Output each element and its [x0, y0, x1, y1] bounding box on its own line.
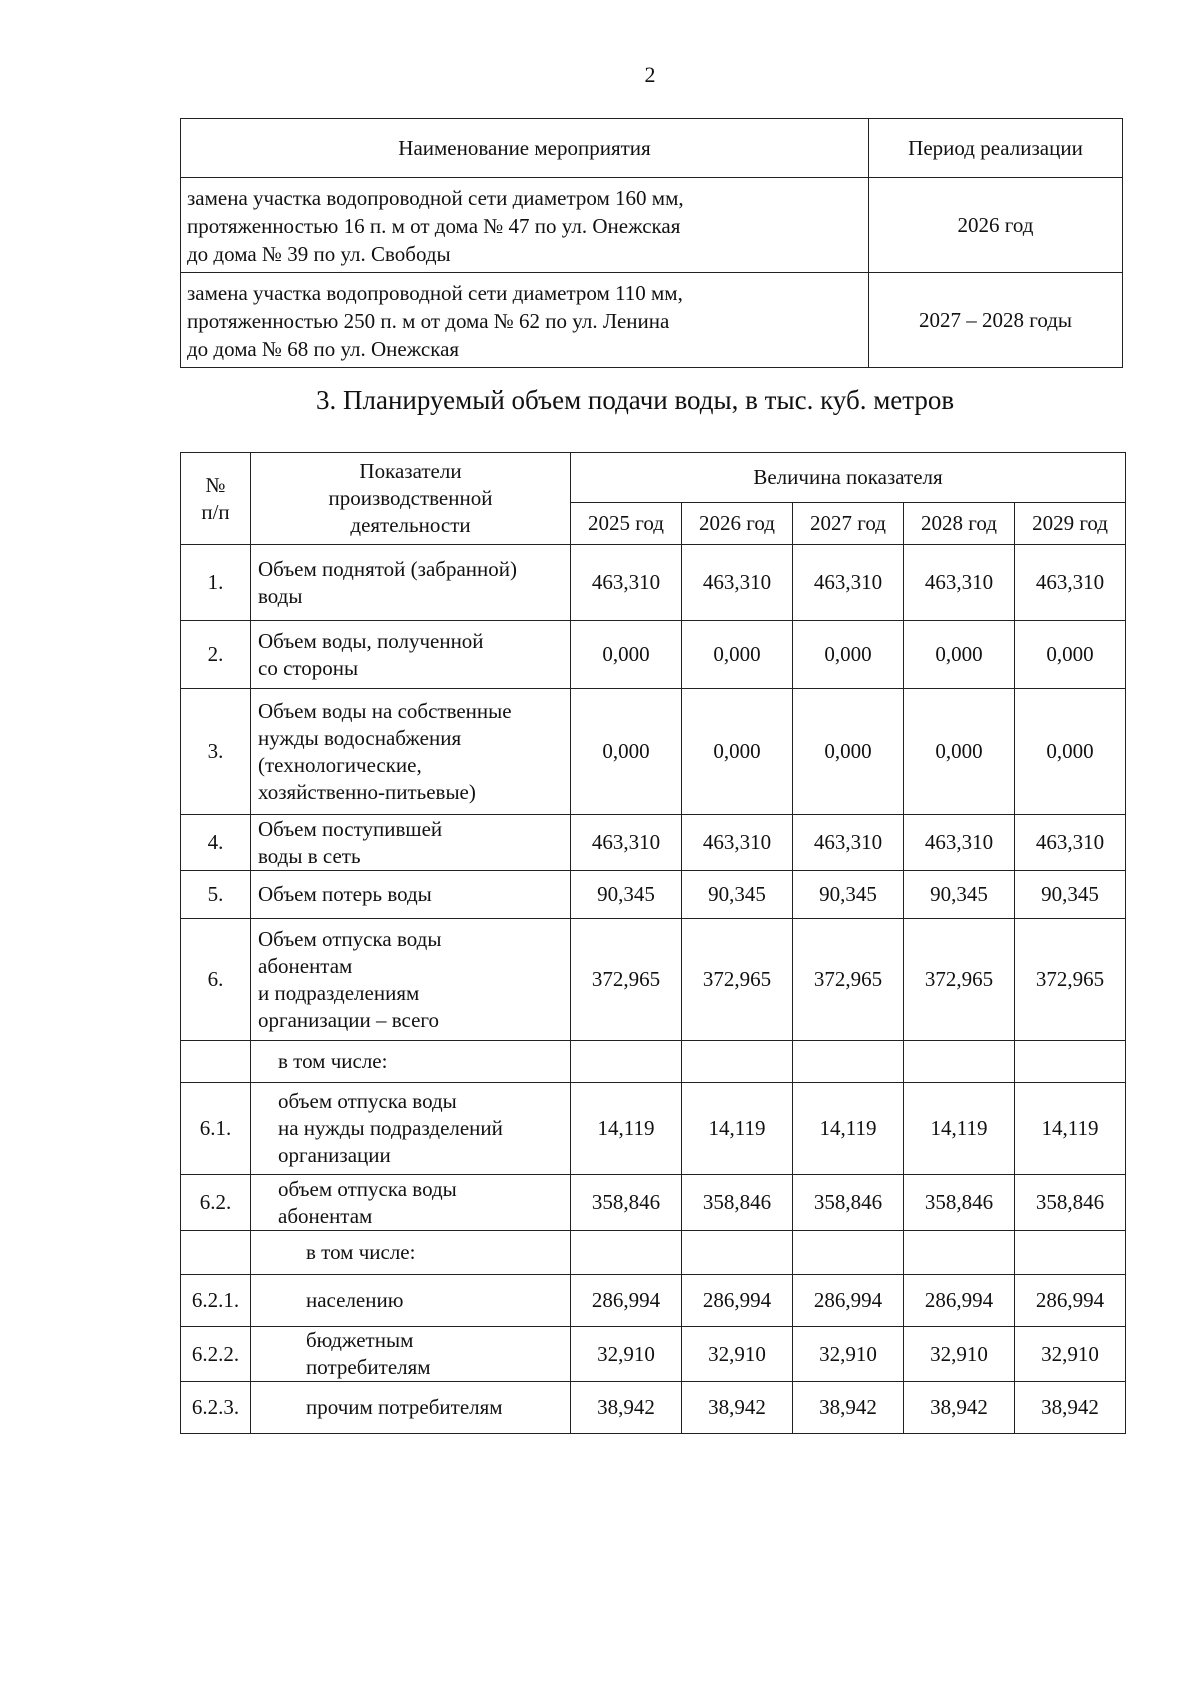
water-volume-table	[180, 452, 1126, 1434]
measures-name-line: протяженностью 16 п. м от дома № 47 по ул. Онежская	[187, 214, 681, 238]
table-row	[181, 815, 1126, 871]
value-cell: 32,910	[571, 1327, 682, 1382]
measures-name-line: протяженностью 250 п. м от дома № 62 по ул. Ленина	[187, 309, 670, 333]
value-cell	[682, 1231, 793, 1275]
row-number: 1.	[181, 545, 251, 621]
header-num	[181, 453, 251, 545]
value-cell: 14,119	[793, 1083, 904, 1175]
value-cell: 14,119	[1015, 1083, 1126, 1175]
value-cell: 0,000	[1015, 621, 1126, 689]
row-label-line: (технологические,	[258, 752, 422, 777]
value-cell: 372,965	[793, 919, 904, 1041]
header-indicators	[251, 453, 571, 545]
row-label	[251, 919, 571, 1041]
value-cell: 0,000	[571, 689, 682, 815]
value-cell: 463,310	[1015, 815, 1126, 871]
header-year: 2027 год	[793, 503, 904, 545]
row-label-line: абонентам	[258, 953, 353, 978]
value-cell: 372,965	[571, 919, 682, 1041]
value-cell: 38,942	[793, 1382, 904, 1434]
row-number: 6.2.1.	[181, 1275, 251, 1327]
value-cell: 38,942	[904, 1382, 1015, 1434]
row-label-line: нужды водоснабжения	[258, 725, 462, 750]
row-label-line: на нужды подразделений	[278, 1116, 503, 1140]
value-cell: 32,910	[793, 1327, 904, 1382]
row-label-line: Объем воды, полученной	[258, 628, 484, 653]
table-row	[181, 919, 1126, 1041]
header-num-line: №	[205, 472, 226, 497]
value-cell: 0,000	[682, 621, 793, 689]
row-label-line: хозяйственно-питьевые)	[258, 779, 476, 804]
measures-row	[181, 273, 1123, 368]
value-cell: 90,345	[571, 871, 682, 919]
value-cell: 0,000	[682, 689, 793, 815]
section-title: 3. Планируемый объем подачи воды, в тыс. куб. метров	[316, 385, 955, 415]
measures-header-row	[181, 119, 1123, 178]
value-cell: 14,119	[571, 1083, 682, 1175]
table-row	[181, 1083, 1126, 1175]
value-cell: 358,846	[793, 1175, 904, 1231]
row-label	[251, 1083, 571, 1175]
header-value: Величина показателя	[571, 453, 1126, 503]
row-label	[251, 1327, 571, 1382]
value-cell: 286,994	[1015, 1275, 1126, 1327]
row-number: 2.	[181, 621, 251, 689]
header-year: 2026 год	[682, 503, 793, 545]
value-cell: 0,000	[1015, 689, 1126, 815]
value-cell: 286,994	[682, 1275, 793, 1327]
value-cell: 0,000	[793, 689, 904, 815]
row-number: 6.2.2.	[181, 1327, 251, 1382]
row-label-line: потребителям	[306, 1355, 431, 1379]
measures-name-line: замена участка водопроводной сети диаметром 160 мм,	[187, 186, 684, 210]
value-cell	[1015, 1231, 1126, 1275]
value-cell: 463,310	[682, 815, 793, 871]
row-label-line: Объем потерь воды	[258, 882, 432, 906]
value-cell: 38,942	[682, 1382, 793, 1434]
row-label-line: Объем поднятой (забранной)	[258, 556, 517, 581]
value-cell: 32,910	[682, 1327, 793, 1382]
row-label-line: воды	[258, 583, 303, 608]
value-cell: 463,310	[793, 815, 904, 871]
value-cell: 372,965	[682, 919, 793, 1041]
value-cell: 463,310	[793, 545, 904, 621]
row-label-line: прочим потребителям	[306, 1395, 503, 1419]
row-number	[181, 1231, 251, 1275]
row-label-line: в том числе:	[278, 1049, 388, 1073]
page-number: 2	[644, 62, 656, 87]
row-number: 6.2.3.	[181, 1382, 251, 1434]
row-label-line: организации – всего	[258, 1007, 440, 1032]
value-cell: 32,910	[1015, 1327, 1126, 1382]
row-number: 4.	[181, 815, 251, 871]
row-label	[251, 1231, 571, 1275]
value-cell: 463,310	[682, 545, 793, 621]
row-label-line: населению	[306, 1288, 404, 1312]
value-cell: 32,910	[904, 1327, 1015, 1382]
header-num-line: п/п	[201, 499, 230, 524]
value-cell: 372,965	[1015, 919, 1126, 1041]
value-cell: 358,846	[1015, 1175, 1126, 1231]
row-number: 6.1.	[181, 1083, 251, 1175]
value-cell: 0,000	[571, 621, 682, 689]
value-cell	[1015, 1041, 1126, 1083]
table-row	[181, 1175, 1126, 1231]
value-cell: 358,846	[904, 1175, 1015, 1231]
row-number: 6.	[181, 919, 251, 1041]
table-row	[181, 1275, 1126, 1327]
row-label	[251, 1382, 571, 1434]
measures-row-period: 2027 – 2028 годы	[869, 273, 1123, 368]
value-cell	[682, 1041, 793, 1083]
row-label-line: Объем отпуска воды	[258, 926, 442, 951]
row-label-line: бюджетным	[306, 1328, 414, 1352]
measures-header-period: Период реализации	[869, 119, 1123, 178]
value-cell: 14,119	[682, 1083, 793, 1175]
measures-table	[180, 118, 1123, 368]
row-label	[251, 1275, 571, 1327]
value-cell: 90,345	[904, 871, 1015, 919]
value-cell	[793, 1231, 904, 1275]
value-cell: 463,310	[904, 545, 1015, 621]
row-label	[251, 1175, 571, 1231]
value-cell: 90,345	[682, 871, 793, 919]
value-cell: 14,119	[904, 1083, 1015, 1175]
value-cell: 286,994	[904, 1275, 1015, 1327]
row-number: 3.	[181, 689, 251, 815]
row-label-line: объем отпуска воды	[278, 1176, 457, 1201]
measures-header-name: Наименование мероприятия	[181, 119, 869, 178]
measures-name-line: до дома № 39 по ул. Свободы	[187, 242, 451, 266]
row-label	[251, 689, 571, 815]
header-indicators-line: производственной	[328, 486, 493, 510]
header-indicators-line: Показатели	[359, 459, 462, 483]
header-year: 2029 год	[1015, 503, 1126, 545]
measures-name-line: до дома № 68 по ул. Онежская	[187, 337, 460, 361]
measures-row-name	[181, 273, 869, 368]
value-cell: 358,846	[571, 1175, 682, 1231]
value-cell: 90,345	[793, 871, 904, 919]
row-label-line: Объем воды на собственные	[258, 698, 512, 723]
value-cell: 0,000	[793, 621, 904, 689]
volume-header-row	[181, 453, 1126, 503]
value-cell	[904, 1041, 1015, 1083]
row-label-line: организации	[278, 1143, 391, 1167]
row-label-line: и подразделениям	[258, 980, 420, 1005]
value-cell: 38,942	[571, 1382, 682, 1434]
row-number: 5.	[181, 871, 251, 919]
value-cell	[571, 1041, 682, 1083]
value-cell: 0,000	[904, 621, 1015, 689]
row-label	[251, 621, 571, 689]
row-number	[181, 1041, 251, 1083]
measures-row-period: 2026 год	[869, 178, 1123, 273]
measures-name-line: замена участка водопроводной сети диаметром 110 мм,	[187, 281, 683, 305]
row-label-line: в том числе:	[306, 1240, 416, 1264]
value-cell: 0,000	[904, 689, 1015, 815]
row-label-line: Объем поступившей	[258, 816, 443, 841]
table-row	[181, 871, 1126, 919]
row-label	[251, 871, 571, 919]
row-label-line: со стороны	[258, 655, 359, 680]
value-cell: 286,994	[793, 1275, 904, 1327]
table-row	[181, 1382, 1126, 1434]
value-cell: 463,310	[571, 815, 682, 871]
value-cell: 90,345	[1015, 871, 1126, 919]
measures-row-name	[181, 178, 869, 273]
table-row	[181, 689, 1126, 815]
header-year: 2025 год	[571, 503, 682, 545]
value-cell: 286,994	[571, 1275, 682, 1327]
row-label-line: воды в сеть	[258, 843, 361, 868]
header-indicators-line: деятельности	[350, 513, 471, 537]
value-cell	[793, 1041, 904, 1083]
row-label-line: абонентам	[278, 1203, 373, 1228]
measures-row	[181, 178, 1123, 273]
value-cell: 372,965	[904, 919, 1015, 1041]
value-cell: 358,846	[682, 1175, 793, 1231]
table-row	[181, 1327, 1126, 1382]
value-cell	[571, 1231, 682, 1275]
row-label-line: объем отпуска воды	[278, 1089, 457, 1113]
value-cell: 463,310	[1015, 545, 1126, 621]
value-cell	[904, 1231, 1015, 1275]
row-number: 6.2.	[181, 1175, 251, 1231]
value-cell: 463,310	[904, 815, 1015, 871]
table-row	[181, 621, 1126, 689]
table-row	[181, 1231, 1126, 1275]
row-label	[251, 815, 571, 871]
row-label	[251, 1041, 571, 1083]
table-row	[181, 545, 1126, 621]
value-cell: 38,942	[1015, 1382, 1126, 1434]
header-year: 2028 год	[904, 503, 1015, 545]
value-cell: 463,310	[571, 545, 682, 621]
row-label	[251, 545, 571, 621]
table-row	[181, 1041, 1126, 1083]
